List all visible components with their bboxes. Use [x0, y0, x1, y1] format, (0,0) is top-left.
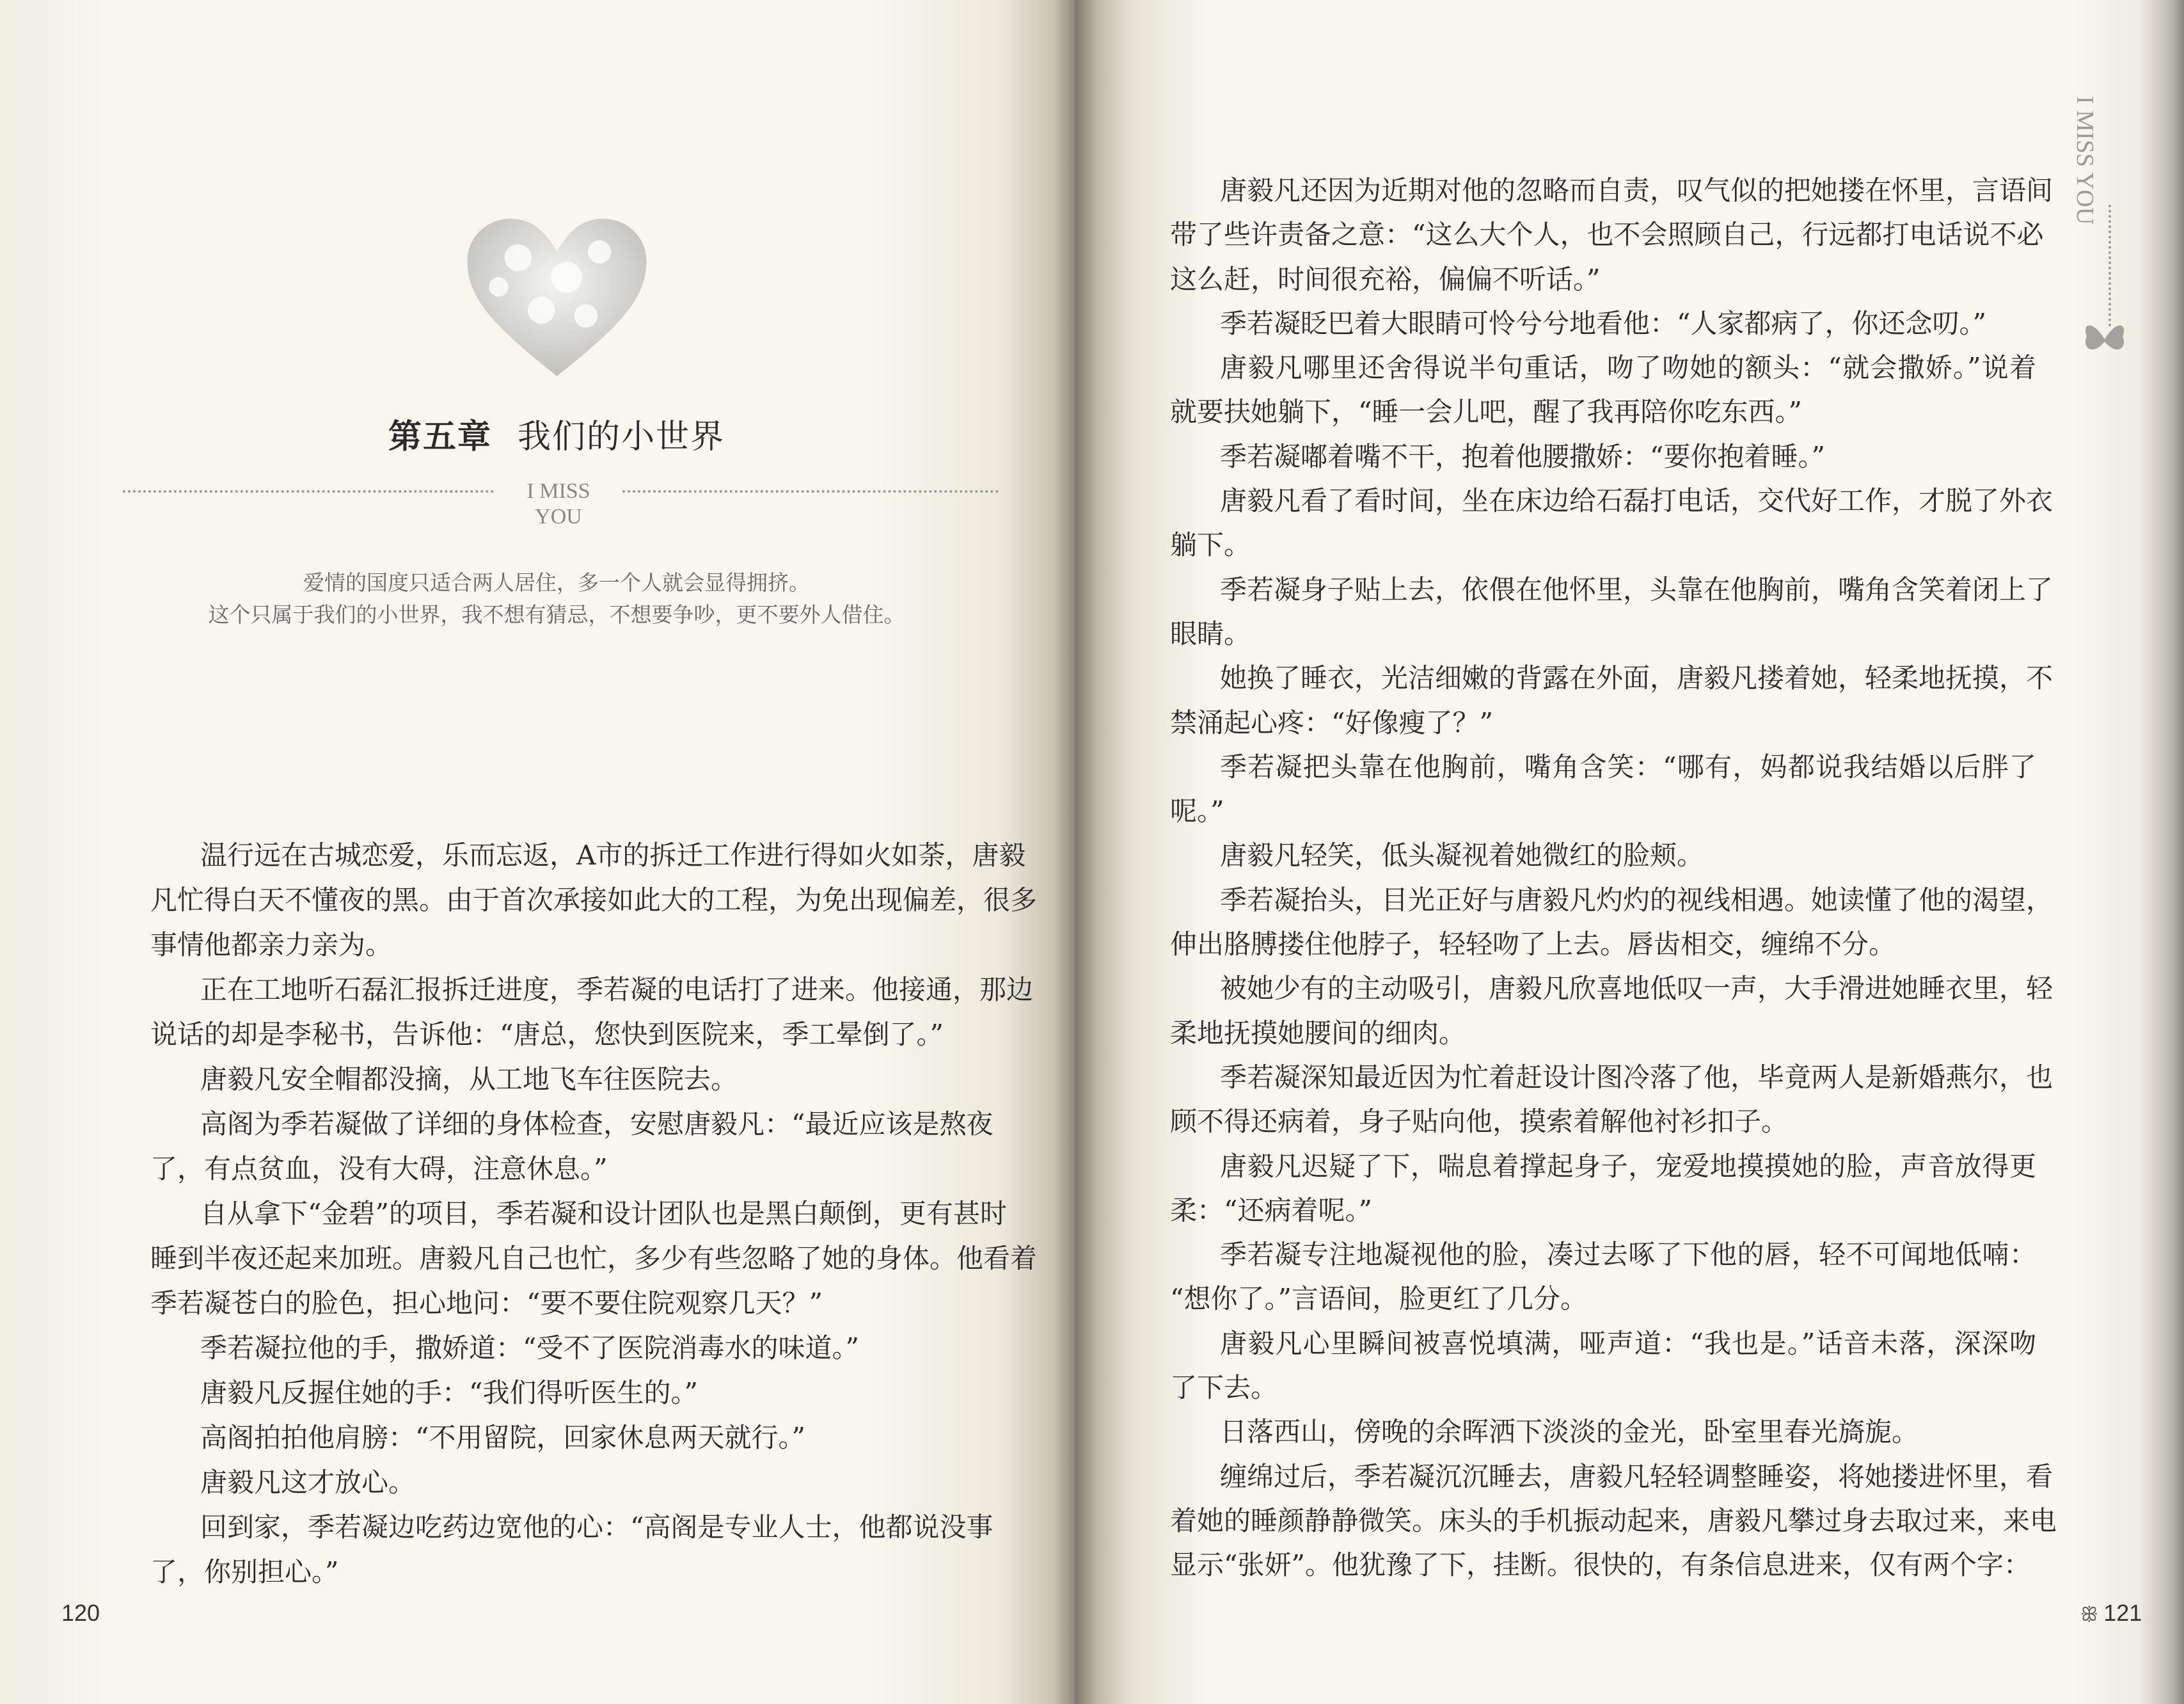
text-line: 唐毅凡反握住她的手：“我们得听医生的。”: [200, 1377, 698, 1408]
paragraph: [1170, 833, 2036, 877]
text-line: 高阁拍拍他肩膀：“不用留院，回家休息两天就行。”: [200, 1422, 805, 1453]
paragraph: [150, 1191, 1038, 1326]
text-line: “想你了。”言语间，脸更红了几分。: [1170, 1283, 1587, 1315]
paragraph: [150, 1326, 992, 1371]
text-line: 柔：“还病着呢。”: [1170, 1194, 1372, 1226]
text-line: 唐毅凡轻笑，低头凝视着她微红的脸颊。: [1220, 840, 1704, 872]
dotted-divider-left: [123, 490, 494, 493]
text-line: 唐毅凡看了看时间，坐在床边给石磊打电话，交代好工作，才脱了外衣: [1220, 485, 2053, 517]
text-line: 了下去。: [1170, 1372, 1278, 1404]
paragraph: [1170, 1232, 2036, 1321]
paragraph: [1170, 568, 2053, 657]
paragraph: [1170, 878, 2053, 967]
text-line: 唐毅凡安全帽都没摘，从工地飞车往医院去。: [200, 1063, 738, 1095]
chapter-number: 第五章: [388, 417, 492, 456]
epigraph-line: 这个只属于我们的小世界，我不想有猜忌，不想要争吵，更不要外人借住。: [208, 602, 905, 627]
paragraph: [150, 1460, 992, 1505]
page-number-right: 121: [2103, 1600, 2142, 1626]
paragraph: [150, 1505, 992, 1595]
ornament-line: I MISS: [526, 479, 590, 503]
text-line: 了，有点贫血，没有大碍，注意休息。”: [150, 1153, 608, 1184]
page-number-left: 120: [61, 1600, 100, 1626]
paragraph: [1170, 1321, 2036, 1410]
butterfly-icon: ꕥ: [2080, 1604, 2104, 1625]
text-line: 伸出胳膊搂住他脖子，轻轻吻了上去。唇齿相交，缠绵不分。: [1170, 928, 1896, 960]
paragraph: [1170, 656, 2053, 745]
side-dotted-line: [2109, 205, 2111, 326]
text-line: 正在工地听石磊汇报拆迁进度，季若凝的电话打了进来。他接通，那边: [200, 974, 1034, 1005]
paragraph: [150, 1371, 992, 1415]
paragraph: [1170, 1055, 2053, 1144]
text-line: 季若凝眨巴着大眼睛可怜兮兮地看他：“人家都病了，你还念叨。”: [1220, 307, 1986, 339]
text-line: 季若凝苍白的脸色，担心地问：“要不要住院观察几天？”: [150, 1287, 823, 1319]
text-line: 顾不得还病着，身子贴向他，摸索着解他衬衫扣子。: [1170, 1106, 1789, 1138]
text-line: 被她少有的主动吸引，唐毅凡欣喜地低叹一声，大手滑进她睡衣里，轻: [1220, 973, 2053, 1005]
text-line: 温行远在古城恋爱，乐而忘返，A市的拆迁工作进行得如火如荼，唐毅: [200, 840, 1026, 871]
text-line: 高阁为季若凝做了详细的身体检查，安慰唐毅凡：“最近应该是熬夜: [200, 1108, 993, 1140]
text-line: 了，你别担心。”: [150, 1556, 339, 1588]
paragraph: [1170, 966, 2053, 1055]
text-line: 唐毅凡这才放心。: [200, 1467, 416, 1498]
text-line: 柔地抚摸她腰间的细肉。: [1170, 1017, 1466, 1049]
text-line: 带了些许责备之意：“这么大个人，也不会照顾自己，行远都打电话说不必: [1170, 219, 2044, 251]
butterfly-icon: [2079, 314, 2130, 365]
text-line: 日落西山，傍晚的余晖洒下淡淡的金光，卧室里春光旖旎。: [1220, 1416, 1919, 1448]
text-line: 眼睛。: [1170, 617, 1251, 649]
text-line: 季若凝把头靠在他胸前，嘴角含笑：“哪有，妈都说我结婚以后胖了: [1220, 751, 2036, 783]
paragraph: [150, 1102, 992, 1191]
chapter-title: 我们的小世界: [518, 418, 725, 456]
paragraph: [1170, 1454, 2057, 1588]
text-line: 唐毅凡哪里还舍得说半句重话，吻了吻她的额头：“就会撒娇。”说着: [1220, 352, 2036, 384]
paragraph: [150, 967, 1034, 1057]
paragraph: [1170, 1410, 2036, 1454]
left-body-text: [150, 833, 1038, 1595]
text-line: 季若凝身子贴上去，依偎在他怀里，头靠在他胸前，嘴角含笑着闭上了: [1220, 573, 2053, 605]
paragraph: [1170, 479, 2053, 568]
text-line: 事情他都亲力亲为。: [150, 929, 393, 960]
text-line: 她换了睡衣，光洁细嫩的背露在外面，唐毅凡搂着她，轻柔地抚摸，不: [1220, 662, 2053, 694]
paragraph: [150, 1057, 992, 1102]
side-label: I MISS YOU: [2071, 96, 2098, 225]
paragraph: [1170, 168, 2053, 301]
text-line: 季若凝拉他的手，撒娇道：“受不了医院消毒水的味道。”: [200, 1332, 859, 1364]
text-line: 着她的睡颜静静微笑。床头的手机振动起来，唐毅凡攀过身去取过来，来电: [1170, 1504, 2057, 1536]
text-line: 回到家，季若凝边吃药边宽他的心：“高阁是专业人士，他都说没事: [200, 1511, 993, 1543]
text-line: 季若凝专注地凝视他的脸，凑过去啄了下他的唇，轻不可闻地低喃：: [1220, 1239, 2036, 1271]
text-line: 季若凝抬头，目光正好与唐毅凡灼灼的视线相遇。她读懂了他的渴望，: [1220, 884, 2053, 916]
text-line: 躺下。: [1170, 529, 1251, 561]
paragraph: [1170, 301, 2036, 346]
epigraph-line: 爱情的国度只适合两人居住，多一个人就会显得拥挤。: [303, 570, 810, 595]
text-line: 自从拿下“金碧”的项目，季若凝和设计团队也是黑白颠倒，更有甚时: [200, 1198, 1007, 1229]
text-line: 睡到半夜还起来加班。唐毅凡自己也忙，多少有些忽略了她的身体。他看着: [150, 1243, 1038, 1274]
text-line: 禁涌起心疼：“好像瘦了？”: [1170, 706, 1493, 738]
paragraph: [150, 833, 1038, 967]
right-body-text: [1170, 168, 2057, 1588]
paragraph: [1170, 434, 2036, 479]
text-line: 凡忙得白天不懂夜的黑。由于首次承接如此大的工程，为免出现偏差，很多: [150, 884, 1038, 916]
butterfly-heart-illustration: [459, 209, 654, 384]
ornament-line: YOU: [535, 505, 582, 529]
text-line: 显示“张妍”。他犹豫了下，挂断。很快的，有条信息进来，仅有两个字：: [1170, 1549, 2030, 1581]
text-line: 季若凝嘟着嘴不干，抱着他腰撒娇：“要你抱着睡。”: [1220, 440, 1825, 472]
paragraph: [1170, 346, 2036, 434]
text-line: 这么赶，时间很充裕，偏偏不听话。”: [1170, 263, 1601, 295]
text-line: 唐毅凡还因为近期对他的忽略而自责，叹气似的把她搂在怀里，言语间: [1220, 175, 2053, 206]
text-line: 唐毅凡心里瞬间被喜悦填满，哑声道：“我也是。”话音未落，深深吻: [1220, 1327, 2036, 1359]
i-miss-you-ornament: [495, 479, 622, 530]
text-line: 季若凝深知最近因为忙着赶设计图冷落了他，毕竟两人是新婚燕尔，也: [1220, 1061, 2053, 1093]
paragraph: [1170, 745, 2036, 834]
text-line: 说话的却是李秘书，告诉他：“唐总，您快到医院来，季工晕倒了。”: [150, 1019, 944, 1050]
paragraph: [150, 1415, 992, 1460]
chapter-heading: [0, 410, 1113, 458]
text-line: 唐毅凡迟疑了下，喘息着撑起身子，宠爱地摸摸她的脸，声音放得更: [1220, 1150, 2036, 1182]
paragraph: [1170, 1144, 2036, 1233]
page-number-right-wrap: [2080, 1600, 2142, 1627]
text-line: 缠绵过后，季若凝沉沉睡去，唐毅凡轻轻调整睡姿，将她搂进怀里，看: [1220, 1460, 2053, 1492]
text-line: 就要扶她躺下，“睡一会儿吧，醒了我再陪你吃东西。”: [1170, 396, 1802, 428]
dotted-divider-right: [622, 490, 999, 493]
text-line: 呢。”: [1170, 795, 1224, 827]
